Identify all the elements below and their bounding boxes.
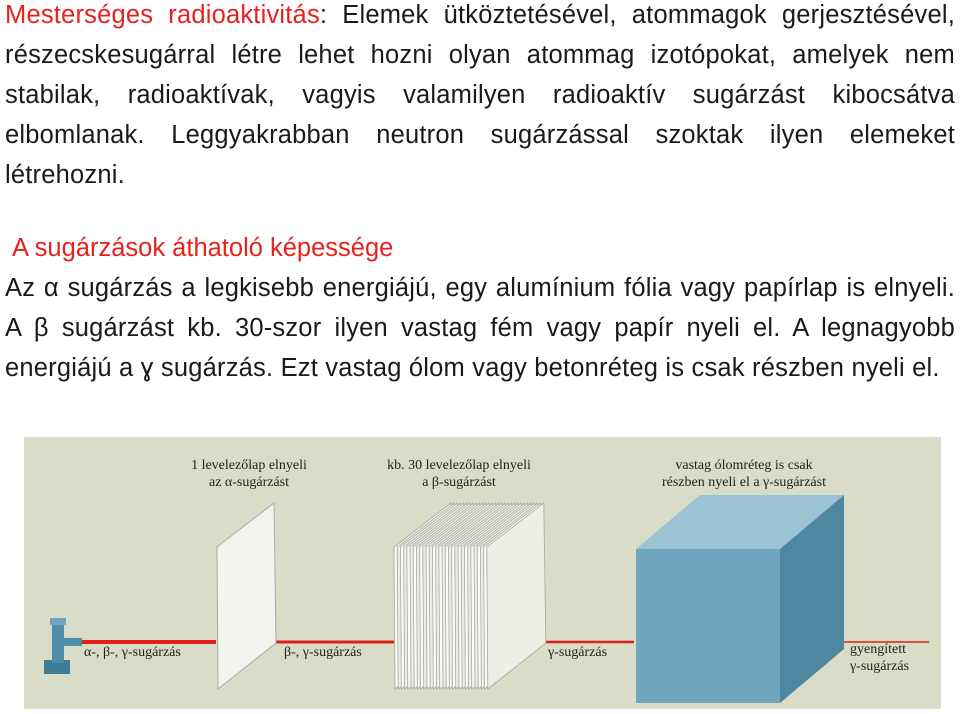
intro-paragraph <box>5 0 955 195</box>
caption-stack-line1: kb. 30 levelezőlap elnyeli <box>387 458 531 473</box>
intro-body: : Elemek ütköztetésével, atommagok gerjesztésével, részecskesugárral létre lehet hozni olyan atommag izotópokat, amelyek nem stabilak, radioaktívak, vagyis valamilyen radioaktív sugárzást kibocsátva elbomlanak. Leggyakrabban neutron sugárzással szoktak ilyen elemeket létrehozni. <box>5 1 955 189</box>
section-paragraph: Az α sugárzás a legkisebb energiájú, egy alumínium fólia vagy papírlap is elnyeli. A β sugárzást kb. 30-szor ilyen vastag fém vagy papír nyeli el. A legnagyobb energiájú a ɣ sugárzás. Ezt vastag ólom vagy betonréteg is csak részben nyeli el. <box>5 274 955 382</box>
caption-lead-line2: részben nyeli el a γ-sugárzást <box>661 475 826 490</box>
postcard-stack <box>394 503 546 689</box>
caption-lead <box>624 457 864 491</box>
label-after-lead-line2: γ-sugárzás <box>850 659 910 674</box>
caption-stack-line2: a β-sugárzást <box>422 475 496 490</box>
penetration-figure <box>24 437 941 709</box>
label-after-lead <box>850 641 909 675</box>
caption-single-sheet <box>164 457 334 491</box>
label-after-sheet: β-, γ-sugárzás <box>284 645 362 660</box>
caption-stack <box>354 457 564 491</box>
intro-title: Mesterséges radioaktivitás <box>5 1 320 29</box>
label-source-radiation: α-, β-, γ-sugárzás <box>84 645 181 660</box>
label-after-stack: γ-sugárzás <box>548 645 608 660</box>
caption-lead-line1: vastag ólomréteg is csak <box>675 458 813 473</box>
label-after-lead-line1: gyengített <box>850 642 906 657</box>
lead-block <box>636 495 844 703</box>
section-heading: A sugárzások áthatoló képessége <box>12 234 394 262</box>
caption-single-sheet-line1: 1 levelezőlap elnyeli <box>191 458 307 473</box>
caption-single-sheet-line2: az α-sugárzást <box>208 475 289 490</box>
radiation-source <box>44 618 82 674</box>
postcard-sheet <box>217 503 276 689</box>
